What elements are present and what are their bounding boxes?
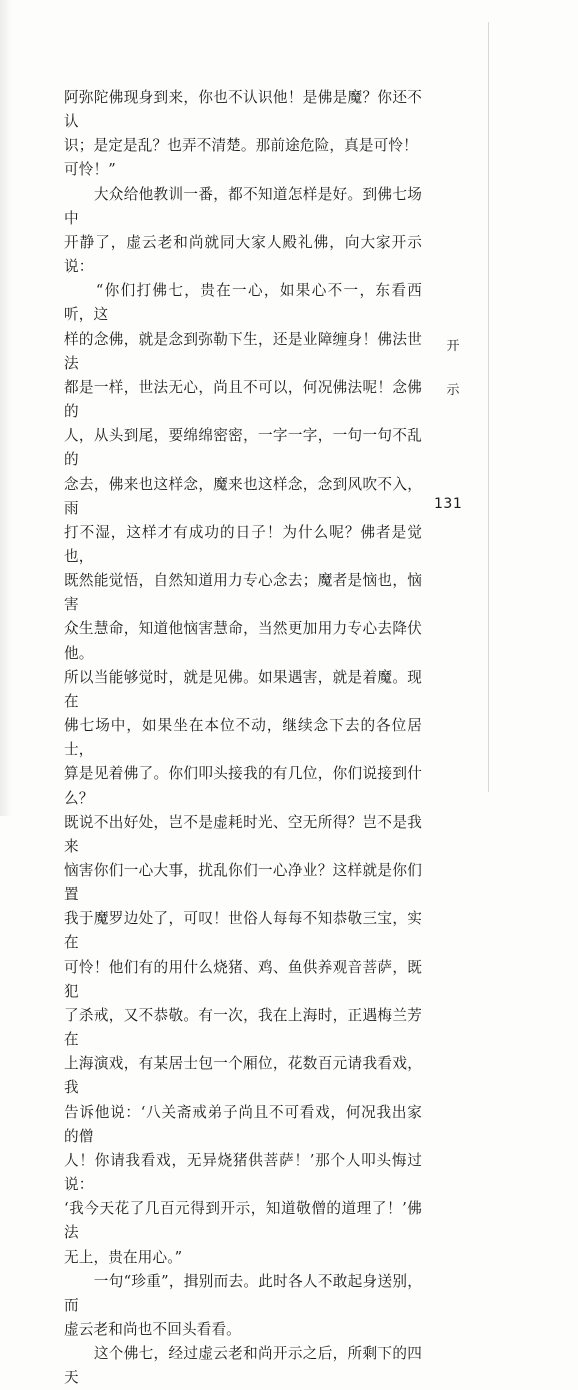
scan-edge-shadow (0, 0, 12, 816)
paragraph: “你们打佛七，贵在一心，如果心不一，东看西听，这 样的念佛，就是念到弥勒下生，还是业障缠身！佛法世法 都是一样，世法无心，尚且不可以，何况佛法呢！念佛的 人，从头到尾，要绵绵密密，一字一字，一句一句不乱的 念去，佛来也这样念，魔来也这样念，念到风吹不入，雨 打不湿，这样才有成功的日子！为什么呢？佛者是觉也， 既然能觉悟，自然知道用力专心念去；魔者是恼也，恼害 众生慧命，知道他恼害慧命，当然更加用力专心去降伏他。 所以当能够觉时，就是见佛。如果遇害，就是着魔。现在 佛七场中，如果坐在本位不动，继续念下去的各位居士， 算是见着佛了。你们叩头接我的有几位，你们说接到什么？ 既说不出好处，岂不是虚耗时光、空无所得？岂不是我来 恼害你们一心大事，扰乱你们一心净业？这样就是你们置 我于魔罗边处了，可叹！世俗人每每不知恭敬三宝，实在 可怜！他们有的用什么烧猪、鸡、鱼供养观音菩萨，既犯 了杀戒，又不恭敬。有一次，我在上海时，正遇梅兰芳在 上海演戏，有某居士包一个厢位，花数百元请我看戏，我 告诉他说：‘八关斋戒弟子尚且不可看戏，何况我出家的僧 人！你请我看戏，无异烧猪供菩萨！’那个人叩头悔过说： ‘我今天花了几百元得到开示，知道敬僧的道理了！’佛法 无上，贵在用心。” (64, 282, 422, 1266)
running-head-char: 开 (446, 339, 460, 354)
paragraph: 一句“珍重”，揖别而去。此时各人不敢起身送别，而 虚云老和尚也不回头看看。 (64, 1272, 422, 1338)
running-head (444, 325, 462, 413)
paragraph: 这个佛七，经过虚云老和尚开示之后，所剩下的四天 (64, 1345, 422, 1387)
body-text (64, 86, 422, 1390)
paragraph: 大众给他教训一番，都不知道怎样是好。到佛七场中 开静了，虚云老和尚就同大家人殿礼佛，向大家开示说： (64, 185, 422, 276)
page-number: 131 (434, 496, 463, 512)
margin-rule (488, 22, 489, 792)
running-head-char: 示 (446, 383, 460, 398)
paragraph: 阿弥陀佛现身到来，你也不认识他！是佛是魔？你还不认 识；是定是乱？也弄不清楚。那前途危险，真是可怜！ 可怜！” (64, 89, 422, 179)
